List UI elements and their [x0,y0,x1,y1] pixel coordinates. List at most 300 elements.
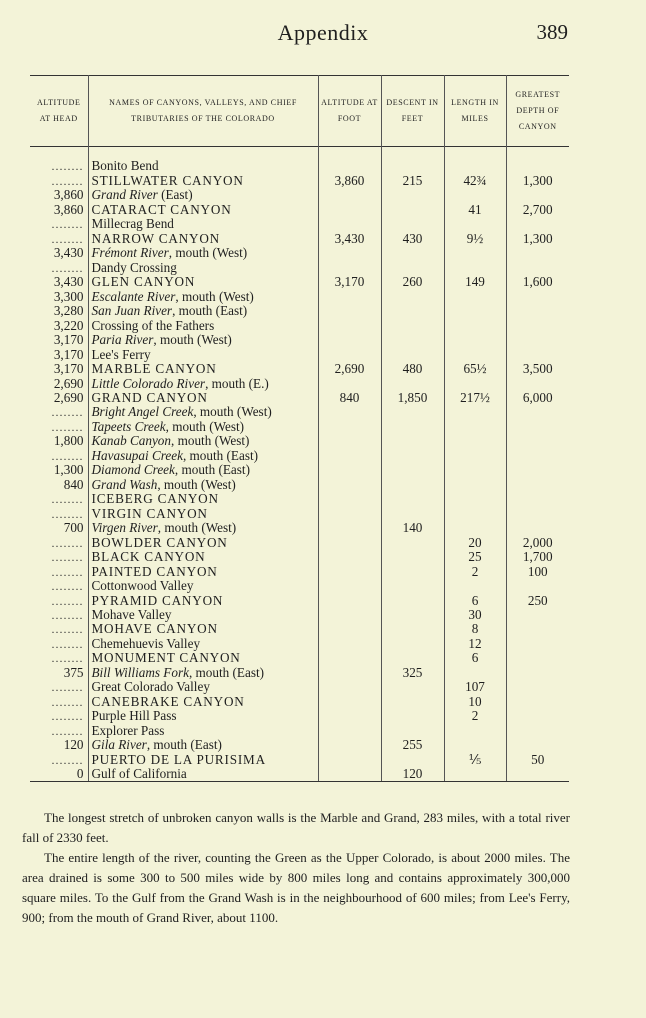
name-cell [88,463,318,477]
altitude-head-cell: 3,280 [53,303,84,319]
depth-cell [506,506,569,520]
name-cell [88,188,318,202]
place-name: MONUMENT CANYON [91,650,241,666]
place-name: BLACK CANYON [91,549,206,565]
altitude-foot-cell [318,535,381,549]
length-cell [444,217,506,231]
altitude-head-cell: ........ [51,550,84,565]
descent-cell [381,289,444,303]
place-name: Bonito Bend [91,159,159,174]
name-cell [88,405,318,419]
descent-cell: 260 [381,275,444,289]
length-cell: 25 [444,550,506,564]
place-name: Dandy Crossing [91,260,177,275]
table-row [30,289,569,303]
table-body [30,147,569,782]
name-cell [88,159,318,173]
name-cell [88,376,318,390]
altitude-foot-cell [318,318,381,332]
altitude-head-cell: ........ [51,651,84,666]
table-row [30,304,569,318]
table-row [30,231,569,245]
depth-cell: 2,000 [506,535,569,549]
name-cell [88,622,318,636]
altitude-foot-cell [318,477,381,491]
descent-cell [381,680,444,694]
tributary-name: Havasupai Creek [91,448,183,463]
table-row [30,391,569,405]
header-length: LENGTH IN MILES [444,76,506,147]
name-cell [88,550,318,564]
tributary-name: Grand River [91,187,158,203]
place-name: STILLWATER CANYON [91,173,244,188]
header-descent: DESCENT IN FEET [381,76,444,147]
depth-cell: 6,000 [506,391,569,405]
table-row [30,593,569,607]
descent-cell: 480 [381,362,444,376]
place-name: BOWLDER CANYON [91,535,228,550]
table-row [30,347,569,361]
length-cell: 30 [444,608,506,622]
length-cell: 217½ [444,391,506,405]
place-name: MARBLE CANYON [91,361,217,377]
altitude-foot-cell [318,217,381,231]
altitude-head-cell: ........ [51,419,84,434]
altitude-foot-cell [318,665,381,679]
altitude-head-cell: ........ [51,752,84,767]
table-row [30,362,569,376]
length-cell: 65½ [444,362,506,376]
depth-cell [506,665,569,679]
altitude-foot-cell [318,289,381,303]
depth-cell [506,434,569,448]
tributary-note: , mouth (West) [165,419,245,434]
descent-cell [381,694,444,708]
altitude-head-cell: 3,300 [53,289,84,304]
altitude-head-cell: 3,430 [53,274,84,290]
descent-cell [381,752,444,766]
altitude-head-cell: ........ [51,564,84,579]
name-cell [88,665,318,679]
length-cell: 12 [444,636,506,650]
name-cell [88,275,318,289]
altitude-foot-cell [318,202,381,216]
name-cell [88,217,318,231]
depth-cell [506,636,569,650]
depth-cell [506,463,569,477]
length-cell [444,419,506,433]
name-cell [88,506,318,520]
tributary-note: , mouth (West) [193,404,272,420]
length-cell [444,448,506,462]
length-cell: 6 [444,651,506,665]
table-row [30,665,569,679]
altitude-foot-cell: 3,860 [318,173,381,187]
page-title: Appendix [277,20,369,45]
table-row [30,579,569,593]
descent-cell [381,651,444,665]
length-cell [444,333,506,347]
depth-cell [506,318,569,332]
table-row [30,419,569,433]
depth-cell [506,767,569,782]
descent-cell [381,477,444,491]
depth-cell [506,304,569,318]
altitude-foot-cell [318,246,381,260]
depth-cell: 250 [506,593,569,607]
name-cell [88,535,318,549]
altitude-head-cell: ........ [51,231,84,246]
descent-cell: 120 [381,767,444,782]
place-name: NARROW CANYON [91,231,220,246]
length-cell [444,289,506,303]
depth-cell: 50 [506,752,569,766]
descent-cell [381,188,444,202]
descent-cell [381,376,444,390]
altitude-foot-cell: 840 [318,391,381,405]
table-row [30,752,569,766]
header-altitude-head: ALTITUDE AT HEAD [36,98,81,123]
altitude-foot-cell [318,738,381,752]
name-cell [88,391,318,405]
altitude-head-cell: 3,430 [53,245,84,261]
altitude-head-cell: ........ [51,694,84,709]
descent-cell [381,304,444,318]
tributary-name: Paria River [91,332,154,348]
tributary-note: , mouth (West) [168,245,248,261]
length-cell: 6 [444,593,506,607]
length-cell [444,159,506,173]
name-cell [88,362,318,376]
tributary-name: Bright Angel Creek [91,404,194,420]
altitude-head-cell: 840 [63,477,84,492]
altitude-head-cell: ........ [51,622,84,637]
table-row [30,434,569,448]
altitude-foot-cell [318,694,381,708]
descent-cell [381,709,444,723]
table-row [30,767,569,782]
descent-cell [381,506,444,520]
length-cell: 107 [444,680,506,694]
name-cell [88,448,318,462]
table-row [30,188,569,202]
altitude-head-cell: ........ [51,636,84,651]
descent-cell [381,622,444,636]
descent-cell: 215 [381,173,444,187]
depth-cell: 1,600 [506,275,569,289]
depth-cell [506,521,569,535]
length-cell [444,738,506,752]
tributary-name: Little Colorado River [91,376,206,391]
name-cell [88,260,318,274]
descent-cell [381,463,444,477]
tributary-name: Tapeets Creek [91,419,166,434]
descent-cell [381,405,444,419]
depth-cell: 1,300 [506,231,569,245]
table-row [30,723,569,737]
tributary-name: Gila River [91,737,147,753]
altitude-foot-cell [318,680,381,694]
altitude-foot-cell [318,347,381,361]
length-cell [444,347,506,361]
place-name: Purple Hill Pass [91,708,177,724]
table-row [30,550,569,564]
table-row [30,608,569,622]
length-cell: 149 [444,275,506,289]
place-name: ICEBERG CANYON [91,491,219,507]
length-cell [444,463,506,477]
altitude-foot-cell [318,463,381,477]
tributary-name: Frémont River [91,245,169,261]
altitude-head-cell: 3,860 [53,187,84,203]
altitude-foot-cell [318,723,381,737]
length-cell: 2 [444,709,506,723]
length-cell: 2 [444,564,506,578]
altitude-head-cell: ........ [51,173,84,188]
place-name: PYRAMID CANYON [91,593,224,608]
name-cell [88,304,318,318]
tributary-note: , mouth (East) [174,462,250,478]
length-cell [444,304,506,318]
length-cell: 20 [444,535,506,549]
name-cell [88,521,318,535]
depth-cell [506,289,569,303]
depth-cell [506,448,569,462]
altitude-head-cell: ........ [51,579,84,594]
table-row [30,636,569,650]
name-cell [88,709,318,723]
depth-cell [506,723,569,737]
altitude-foot-cell [318,579,381,593]
altitude-head-cell: 1,800 [53,433,84,449]
header-altitude-foot: ALTITUDE AT FOOT [318,76,381,147]
altitude-foot-cell [318,376,381,390]
name-cell [88,347,318,361]
tributary-note: , mouth (East) [146,737,222,753]
descent-cell [381,593,444,607]
tributary-name: Escalante River [91,289,176,304]
table-row [30,521,569,535]
altitude-head-cell: ........ [51,535,84,550]
name-cell [88,333,318,347]
tributary-name: Bill Williams Fork [91,665,189,680]
depth-cell [506,738,569,752]
place-name: Gulf of California [91,766,187,782]
table-row [30,680,569,694]
place-name: PUERTO DE LA PURISIMA [91,752,266,767]
descent-cell: 430 [381,231,444,245]
page-header [0,20,646,56]
altitude-foot-cell [318,636,381,650]
altitude-head-cell: 2,690 [53,376,84,391]
name-cell [88,636,318,650]
tributary-note: , mouth (East) [188,665,265,680]
name-cell [88,492,318,506]
depth-cell: 1,700 [506,550,569,564]
name-cell [88,434,318,448]
name-cell [88,608,318,622]
place-name: Crossing of the Fathers [91,318,215,333]
depth-cell: 100 [506,564,569,578]
header-depth: GREATEST DEPTH OF CANYON [506,76,569,147]
descent-cell [381,333,444,347]
tributary-name: Virgen River [91,520,158,536]
descent-cell [381,535,444,549]
altitude-head-cell: 1,300 [53,462,84,478]
table-row [30,535,569,549]
table-row [30,333,569,347]
place-name: Great Colorado Valley [91,679,210,695]
altitude-foot-cell: 3,170 [318,275,381,289]
table-row [30,275,569,289]
name-cell [88,564,318,578]
place-name: CATARACT CANYON [91,202,232,217]
depth-cell [506,608,569,622]
altitude-foot-cell [318,752,381,766]
altitude-foot-cell [318,593,381,607]
depth-cell [506,347,569,361]
place-name: Millecrag Bend [91,216,174,232]
altitude-foot-cell [318,159,381,173]
length-cell [444,723,506,737]
length-cell: 9½ [444,231,506,245]
depth-cell [506,188,569,202]
name-cell [88,318,318,332]
altitude-foot-cell [318,434,381,448]
descent-cell [381,202,444,216]
altitude-foot-cell [318,521,381,535]
length-cell [444,477,506,491]
name-cell [88,246,318,260]
table-row [30,318,569,332]
descent-cell [381,260,444,274]
altitude-foot-cell [318,333,381,347]
place-name: GLEN CANYON [91,274,196,290]
depth-cell [506,217,569,231]
depth-cell [506,246,569,260]
depth-cell [506,579,569,593]
tributary-note: , mouth (West) [157,477,236,492]
descent-cell: 1,850 [381,391,444,405]
place-name: Mohave Valley [91,607,172,622]
depth-cell [506,376,569,390]
length-cell [444,376,506,390]
descent-cell [381,159,444,173]
place-name: CANEBRAKE CANYON [91,694,245,709]
depth-cell [506,622,569,636]
altitude-head-cell: ........ [51,492,84,507]
table-row [30,217,569,231]
tributary-note: , mouth (E.) [205,376,269,391]
table-row [30,492,569,506]
altitude-head-cell: 375 [63,665,84,680]
altitude-foot-cell [318,304,381,318]
length-cell [444,260,506,274]
altitude-head-cell: ........ [51,260,84,275]
tributary-name: San Juan River [91,303,173,319]
name-cell [88,477,318,491]
name-cell [88,651,318,665]
table-row [30,405,569,419]
length-cell [444,405,506,419]
table-row [30,463,569,477]
depth-cell: 1,300 [506,173,569,187]
table-header-row [30,76,569,147]
depth-cell [506,405,569,419]
tributary-note: (East) [157,187,193,203]
descent-cell [381,318,444,332]
tributary-name: Diamond Creek [91,462,175,478]
tributary-note: , mouth (West) [171,433,250,449]
descent-cell [381,217,444,231]
header-names: NAMES OF CANYONS, VALLEYS, AND CHIEF TRIBUTARIES OF THE COLORADO [88,76,318,147]
altitude-foot-cell [318,492,381,506]
place-name: MOHAVE CANYON [91,622,218,637]
name-cell [88,419,318,433]
table-row [30,506,569,520]
length-cell [444,579,506,593]
length-cell [444,318,506,332]
table-row [30,622,569,636]
canyon-table [30,75,569,782]
depth-cell [506,260,569,274]
depth-cell [506,680,569,694]
place-name: VIRGIN CANYON [91,506,208,521]
length-cell: 10 [444,694,506,708]
table-row [30,202,569,216]
tributary-note: , mouth (West) [175,289,254,304]
table-row [30,376,569,390]
length-cell [444,188,506,202]
name-cell [88,579,318,593]
table-row [30,260,569,274]
altitude-head-cell: ........ [51,506,84,521]
length-cell [444,246,506,260]
name-cell [88,738,318,752]
descent-cell: 325 [381,665,444,679]
depth-cell [506,694,569,708]
altitude-head-cell: 3,170 [53,347,84,362]
depth-cell: 2,700 [506,202,569,216]
depth-cell [506,709,569,723]
name-cell [88,680,318,694]
table-spacer [30,147,569,160]
altitude-head-cell: 700 [63,520,84,536]
length-cell [444,665,506,679]
place-name: PAINTED CANYON [91,564,218,579]
altitude-head-cell: ........ [51,448,84,463]
altitude-foot-cell: 2,690 [318,362,381,376]
tributary-note: , mouth (East) [172,303,248,319]
place-name: Chemehuevis Valley [91,636,201,651]
altitude-head-cell: 3,220 [53,318,84,333]
descent-cell [381,347,444,361]
altitude-foot-cell [318,651,381,665]
depth-cell [506,419,569,433]
descent-cell [381,246,444,260]
descent-cell [381,579,444,593]
name-cell [88,289,318,303]
tributary-note: , mouth (West) [157,520,237,536]
altitude-foot-cell [318,405,381,419]
table-row [30,651,569,665]
altitude-foot-cell [318,709,381,723]
altitude-foot-cell [318,622,381,636]
altitude-head-cell: 3,170 [53,332,84,348]
length-cell [444,434,506,448]
length-cell [444,506,506,520]
name-cell [88,694,318,708]
